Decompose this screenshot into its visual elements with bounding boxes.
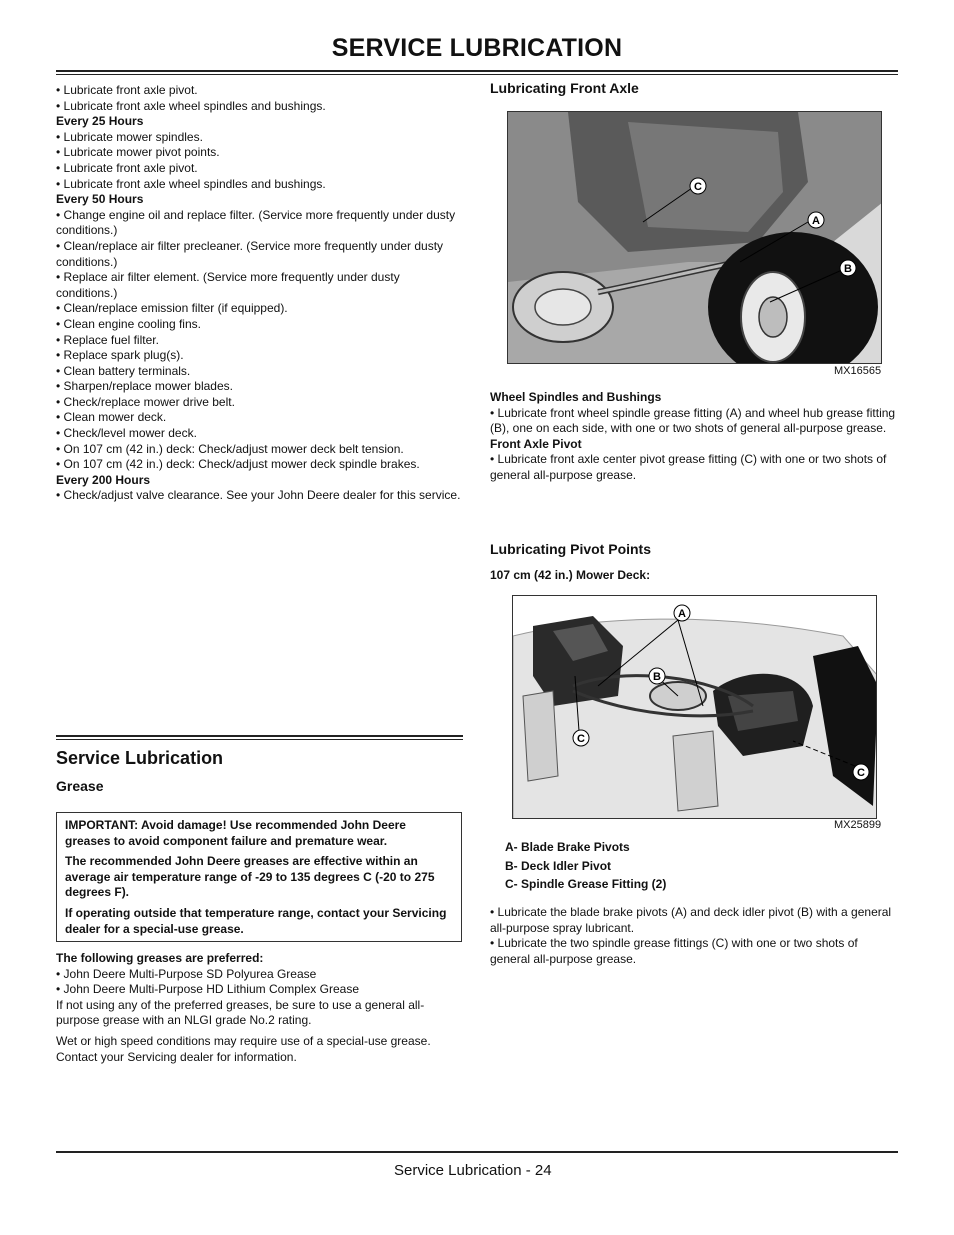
list-item: • Check/level mower deck. bbox=[56, 426, 197, 441]
mower-deck-illustration bbox=[513, 596, 877, 819]
spindles-heading: Wheel Spindles and Bushings bbox=[490, 390, 662, 404]
list-item: • Change engine oil and replace filter. (Service more frequently under dusty conditions.) bbox=[56, 207, 456, 238]
section-heading-every-200: Every 200 Hours bbox=[56, 472, 151, 487]
list-item: • John Deere Multi-Purpose SD Polyurea Grease bbox=[56, 966, 317, 981]
deck-heading: 107 cm (42 in.) Mower Deck: bbox=[490, 567, 651, 582]
pivot-heading: Front Axle Pivot bbox=[490, 436, 582, 451]
grease-heading-wrap bbox=[56, 779, 463, 795]
header-rule bbox=[56, 70, 898, 72]
mower-deck-figure bbox=[512, 595, 877, 819]
front-axle-illustration bbox=[508, 112, 882, 364]
grease-heading: Grease bbox=[56, 778, 104, 794]
pivot-points-heading-wrap bbox=[490, 542, 898, 583]
list-item: • Sharpen/replace mower blades. bbox=[56, 379, 233, 394]
paragraph: If not using any of the preferred greases, be sure to use a general all-purpose grease with an NLGI grade No.2 rating. bbox=[56, 997, 425, 1028]
list-item: • Clean/replace air filter precleaner. (Service more frequently under dusty conditions.) bbox=[56, 238, 444, 269]
paragraph: • Lubricate front wheel spindle grease fitting (A) and wheel hub grease fitting (B), one on each side, with one or two shots of general all-purpose grease. bbox=[490, 405, 896, 436]
list-item: • Check/replace mower drive belt. bbox=[56, 394, 235, 409]
list-item: • On 107 cm (42 in.) deck: Check/adjust mower deck belt tension. bbox=[56, 441, 404, 456]
list-item: • Lubricate front axle pivot. bbox=[56, 160, 198, 175]
front-axle-heading-wrap bbox=[490, 81, 898, 97]
important-text: IMPORTANT: Avoid damage! Use recommended John Deere greases to avoid component failure and premature wear. bbox=[65, 818, 406, 848]
list-item: • Clean mower deck. bbox=[56, 410, 167, 425]
callout-label: A bbox=[812, 215, 820, 227]
pivot-points-text bbox=[490, 905, 898, 967]
callout-label: C bbox=[857, 767, 865, 779]
grease-details bbox=[56, 951, 463, 1065]
paragraph: • Lubricate front axle center pivot grease fitting (C) with one or two shots of general all-purpose grease. bbox=[490, 452, 887, 482]
list-item: • Clean engine cooling fins. bbox=[56, 316, 201, 331]
list-item: • John Deere Multi-Purpose HD Lithium Complex Grease bbox=[56, 982, 359, 997]
front-axle-heading: Lubricating Front Axle bbox=[490, 80, 639, 96]
figure-id: MX16565 bbox=[834, 365, 882, 377]
section-rule-thin bbox=[56, 739, 463, 740]
page-title: SERVICE LUBRICATION bbox=[331, 34, 623, 62]
section-heading-every-25: Every 25 Hours bbox=[56, 114, 144, 129]
list-item: • Lubricate front axle pivot. bbox=[56, 83, 198, 97]
paragraph: • Lubricate the blade brake pivots (A) and deck idler pivot (B) with a general all-purpose spray lubricant. bbox=[490, 905, 892, 935]
section-heading-every-50: Every 50 Hours bbox=[56, 192, 144, 207]
list-item: • Clean/replace emission filter (if equipped). bbox=[56, 301, 288, 316]
list-item: • Lubricate front axle wheel spindles and bushings. bbox=[56, 176, 326, 191]
legend-item: C- Spindle Grease Fitting (2) bbox=[505, 877, 667, 891]
legend-item: A- Blade Brake Pivots bbox=[505, 840, 630, 854]
footer-rule bbox=[56, 1151, 898, 1153]
figure-legend bbox=[505, 838, 666, 894]
header-rule-thin bbox=[56, 74, 898, 75]
important-text: If operating outside that temperature range, contact your Servicing dealer for a special-use grease. bbox=[65, 905, 447, 936]
paragraph: Wet or high speed conditions may require use of a special-use grease. Contact your Servicing dealer for information. bbox=[56, 1033, 431, 1064]
important-text: The recommended John Deere greases are effective within an average air temperature range of -29 to 135 degrees C (-20 to 275 degrees F). bbox=[65, 854, 435, 900]
list-item: • Replace air filter element. (Service more frequently under dusty conditions.) bbox=[56, 270, 400, 300]
list-item: • Replace fuel filter. bbox=[56, 332, 159, 347]
left-column bbox=[56, 83, 463, 504]
section-rule bbox=[56, 735, 463, 737]
important-notice-box bbox=[56, 812, 462, 942]
front-axle-text bbox=[490, 390, 898, 484]
callout-label: C bbox=[694, 181, 702, 193]
callout-label: C bbox=[577, 733, 585, 745]
list-item: • Lubricate mower pivot points. bbox=[56, 145, 220, 160]
callout-label: B bbox=[653, 671, 661, 683]
list-item: • Clean battery terminals. bbox=[56, 363, 191, 378]
callout-label: A bbox=[678, 608, 686, 620]
list-item: • Check/adjust valve clearance. See your John Deere dealer for this service. bbox=[56, 488, 461, 503]
callout-label: B bbox=[844, 263, 852, 275]
pivot-points-heading: Lubricating Pivot Points bbox=[490, 541, 652, 557]
preferred-heading: The following greases are preferred: bbox=[56, 951, 264, 965]
list-item: • Lubricate front axle wheel spindles and bushings. bbox=[56, 98, 326, 113]
figure-id: MX25899 bbox=[834, 819, 882, 831]
legend-item: B- Deck Idler Pivot bbox=[505, 858, 612, 873]
section-title: Service Lubrication bbox=[56, 748, 224, 768]
list-item: • Replace spark plug(s). bbox=[56, 348, 184, 363]
list-item: • Lubricate mower spindles. bbox=[56, 129, 203, 144]
front-axle-figure bbox=[507, 111, 882, 364]
page-footer: Service Lubrication - 24 bbox=[394, 1162, 552, 1179]
paragraph: • Lubricate the two spindle grease fittings (C) with one or two shots of general all-purpose grease. bbox=[490, 936, 858, 966]
list-item: • On 107 cm (42 in.) deck: Check/adjust mower deck spindle brakes. bbox=[56, 457, 420, 472]
